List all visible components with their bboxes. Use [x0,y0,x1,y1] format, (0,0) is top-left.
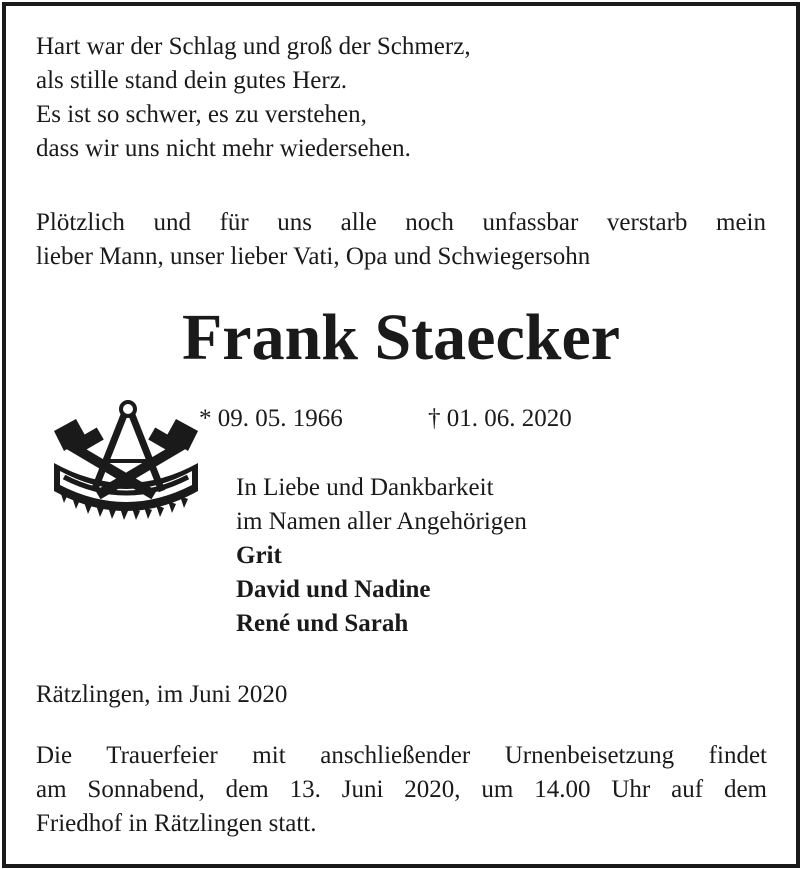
mourner-name: René und Sarah [236,610,409,637]
announcement-line: lieber Mann, unser lieber Vati, Opa und Schwiegersohn [36,243,591,270]
poem-line: dass wir uns nicht mehr wiedersehen. [36,135,411,162]
death-date: † 01. 06. 2020 [428,405,572,432]
carpenter-guild-emblem-icon [46,391,206,541]
birth-date: * 09. 05. 1966 [199,405,343,432]
funeral-line: Die Trauerfeier mit anschließender Urnenbeisetzung findet [36,742,767,769]
funeral-line: Friedhof in Rätzlingen statt. [36,810,317,837]
poem-line: Es ist so schwer, es zu verstehen, [36,101,367,128]
mourner-name: Grit [236,542,282,569]
announcement-line: Plötzlich und für uns alle noch unfassbar verstarb mein [36,209,766,236]
mourners-intro-line: In Liebe und Dankbarkeit [236,474,494,501]
funeral-info [36,739,767,841]
deceased-name: Frank Staecker [181,301,621,374]
death-announcement [36,206,766,274]
memorial-poem [36,30,471,166]
mourners-intro-line: im Namen aller Angehörigen [236,508,527,535]
obituary-notice [2,2,800,868]
poem-line: als stille stand dein gutes Herz. [36,67,348,94]
mourner-name: David und Nadine [236,576,431,603]
funeral-line: am Sonnabend, dem 13. Juni 2020, um 14.00 Uhr auf dem [36,776,767,803]
place-and-date: Rätzlingen, im Juni 2020 [36,681,288,708]
mourners-block [236,471,527,641]
poem-line: Hart war der Schlag und groß der Schmerz, [36,33,471,60]
